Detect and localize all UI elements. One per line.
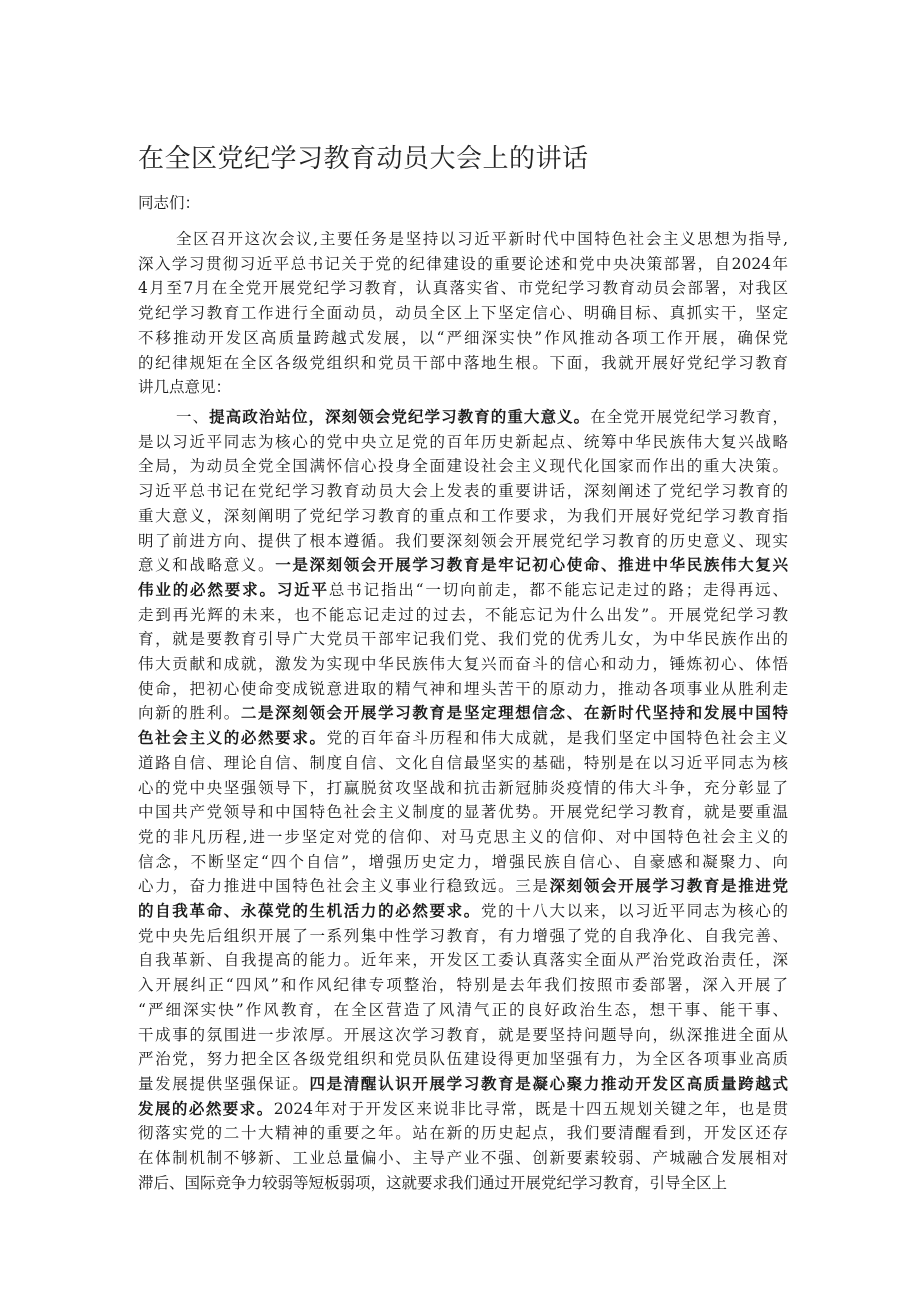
- text-line: [138, 454, 788, 478]
- text-segment: 伟大贡献和成就，激发为实现中华民族伟大复兴而奋斗的信心和动力，锤炼初心、体悟: [138, 655, 788, 673]
- text-line: [138, 1023, 788, 1047]
- text-segment: 讲几点意见：: [138, 378, 232, 397]
- text-segment: 育，就是要教育引导广大党员干部牢记我们党、我们党的优秀儿女，为中华民族作出的: [138, 630, 788, 649]
- text-segment: 入开展纠正“四风”和作风纪律专项整治，特别是去年我们按照市委部署，深入开展了: [138, 976, 788, 995]
- text-segment: 的纪律规矩在全区各级党组织和党员干部中落地生根。下面，我就开展好党纪学习教育: [138, 353, 788, 372]
- text-segment: 4月至7月在全党开展党纪学习教育，认真落实省、市党纪学习教育动员会部署，对我区: [138, 279, 788, 298]
- text-segment: 使命，把初心使命变成锐意进取的精气神和埋头苦干的原动力，推动各项事业从胜利走: [138, 679, 788, 698]
- text-line: [138, 701, 788, 725]
- text-segment: 明了前进方向、提供了根本遵循。我们要深刻领会开展党纪学习教育的历史意义、现实: [138, 531, 788, 550]
- text-line: [138, 430, 788, 454]
- bold-text-segment: 的自我革命、永葆党的生机活力的必然要求。: [138, 901, 481, 920]
- text-segment: 党纪学习教育工作进行全面动员，动员全区上下坚定信心、明确目标、真抓实干，坚定: [138, 304, 788, 323]
- text-line: [138, 776, 788, 800]
- text-line: [138, 603, 788, 627]
- text-segment: 不移推动开发区高质量跨越式发展，以“严细深实快”作风推动各项工作开展，确保党: [138, 328, 788, 347]
- text-segment: 滞后、国际竞争力较弱等短板弱项，这就要求我们通过开展党纪学习教育，引导全区上: [138, 1173, 728, 1192]
- text-line: [138, 825, 788, 849]
- text-line: [176, 405, 788, 429]
- text-segment: 总书记指出“一切向前走，都不能忘记走过的路；走得再远、: [328, 580, 788, 599]
- greeting: 同志们：: [138, 194, 201, 212]
- text-line: [138, 874, 788, 898]
- text-line: [138, 751, 788, 775]
- text-segment: 在全党开展党纪学习教育，: [590, 408, 788, 426]
- text-segment: 向新的胜利。: [138, 704, 241, 723]
- text-segment: 一、: [176, 408, 210, 426]
- text-segment: 彻落实党的二十大精神的重要之年。站在新的历史起点，我们要清醒看到，开发区还存: [138, 1124, 788, 1143]
- text-segment: 自我革新、自我提高的能力。近年来，开发区工委认真落实全面从严治党政治责任，深: [138, 951, 788, 970]
- text-segment: 信念，不断坚定“四个自信”，增强历史定力，增强民族自信心、自豪感和凝聚力、向: [138, 852, 788, 871]
- text-line: [138, 924, 788, 948]
- text-line: [138, 1146, 788, 1170]
- bold-text-segment: 伟业的必然要求。习近平: [138, 579, 329, 599]
- text-line: [138, 1171, 788, 1195]
- text-line: [138, 948, 788, 972]
- text-line: [138, 504, 788, 528]
- text-line: [138, 1072, 788, 1096]
- text-segment: 习近平总书记在党纪学习教育动员大会上发表的重要讲话，深刻阐述了党纪学习教育的: [138, 482, 788, 501]
- page-title: 在全区党纪学习教育动员大会上的讲话: [138, 144, 589, 174]
- bold-text-segment: 二是深刻领会开展学习教育是坚定理想信念、在新时代坚持和发展中国特: [240, 703, 788, 723]
- text-line: [138, 973, 788, 997]
- bold-text-segment: 发展的必然要求。: [138, 1098, 274, 1118]
- text-segment: 道路自信、理论自信、制度自信、文化自信最坚实的基础，特别是在以习近平同志为核: [138, 753, 788, 772]
- text-line: [138, 375, 788, 399]
- text-line: [138, 326, 788, 350]
- text-segment: 在体制机制不够新、工业总量偏小、主导产业不强、创新要素较弱、产城融合发展相对: [138, 1149, 788, 1167]
- text-segment: 党的十八大以来，以习近平同志为核心的: [480, 902, 788, 920]
- text-segment: 全局，为动员全党全国满怀信心投身全面建设社会主义现代化国家而作出的重大决策。: [138, 457, 788, 476]
- bold-text-segment: 一是深刻领会开展学习教育是牢记初心使命、推进中华民族伟大复兴: [275, 555, 788, 575]
- text-segment: 深入学习贯彻习近平总书记关于党的纪律建设的重要论述和党中央决策部署，自2024年: [138, 254, 788, 273]
- bold-text-segment: 提高政治站位，深刻领会党纪学习教育的重大意义。: [209, 407, 591, 426]
- text-line: [138, 1121, 788, 1145]
- text-line: [138, 627, 788, 651]
- text-line: [138, 998, 788, 1022]
- text-line: [138, 652, 788, 676]
- bold-text-segment: 深刻领会开展学习教育是推进党: [549, 876, 788, 896]
- bold-text-segment: 色社会主义的必然要求。: [138, 728, 327, 748]
- text-segment: 心力，奋力推进中国特色社会主义事业行稳致远。三是: [138, 877, 550, 896]
- text-segment: 意义和战略意义。: [138, 556, 276, 575]
- text-line: [138, 726, 788, 750]
- text-line: [138, 276, 788, 300]
- text-segment: “严细深实快”作风教育，在全区营造了风清气正的良好政治生态，想干事、能干事、: [138, 1000, 788, 1019]
- text-segment: 严治党，努力把全区各级党组织和党员队伍建设得更加坚强有力，为全区各项事业高质: [138, 1050, 788, 1069]
- text-segment: 党的非凡历程,进一步坚定对党的信仰、对马克思主义的信仰、对中国特色社会主义的: [138, 827, 788, 846]
- text-line: [138, 553, 788, 577]
- text-line: [138, 301, 788, 325]
- text-line: [138, 479, 788, 503]
- text-segment: 重大意义，深刻阐明了党纪学习教育的重点和工作要求，为我们开展好党纪学习教育指: [138, 506, 788, 525]
- text-segment: 党中央先后组织开展了一系列集中性学习教育，有力增强了党的自我净化、自我完善、: [138, 926, 788, 945]
- text-segment: 党的百年奋斗历程和伟大成就，是我们坚定中国特色社会主义: [326, 729, 788, 748]
- text-line: [138, 578, 788, 602]
- text-segment: 是以习近平同志为核心的党中央立足党的百年历史新起点、统筹中华民族伟大复兴战略: [138, 432, 788, 451]
- text-line: [138, 1097, 788, 1121]
- text-line: [138, 899, 788, 923]
- text-segment: 中国共产党领导和中国特色社会主义制度的显著优势。开展党纪学习教育，就是要重温: [138, 803, 788, 822]
- text-line: [138, 351, 788, 375]
- text-line: [176, 227, 788, 251]
- text-line: [138, 800, 788, 824]
- text-segment: 走到再光辉的未来，也不能忘记走过的过去，不能忘记为什么出发”。开展党纪学习教: [138, 605, 788, 624]
- text-segment: 干成事的氛围进一步浓厚。开展这次学习教育，就是要坚持问题导向，纵深推进全面从: [138, 1025, 788, 1044]
- text-segment: 全区召开这次会议,主要任务是坚持以习近平新时代中国特色社会主义思想为指导,: [176, 230, 788, 248]
- text-line: [138, 850, 788, 874]
- text-segment: 量发展提供坚强保证。: [138, 1074, 310, 1093]
- text-segment: 2024年对于开发区来说非比寻常，既是十四五规划关键之年，也是贯: [273, 1099, 788, 1118]
- text-segment: 心的党中央坚强领导下，打赢脱贫攻坚战和抗击新冠肺炎疫情的伟大斗争，充分彰显了: [138, 778, 788, 797]
- bold-text-segment: 四是清醒认识开展学习教育是凝心聚力推动开发区高质量跨越式: [309, 1073, 788, 1093]
- text-line: [138, 252, 788, 276]
- text-line: [138, 1047, 788, 1071]
- text-line: [138, 677, 788, 701]
- text-line: [138, 529, 788, 553]
